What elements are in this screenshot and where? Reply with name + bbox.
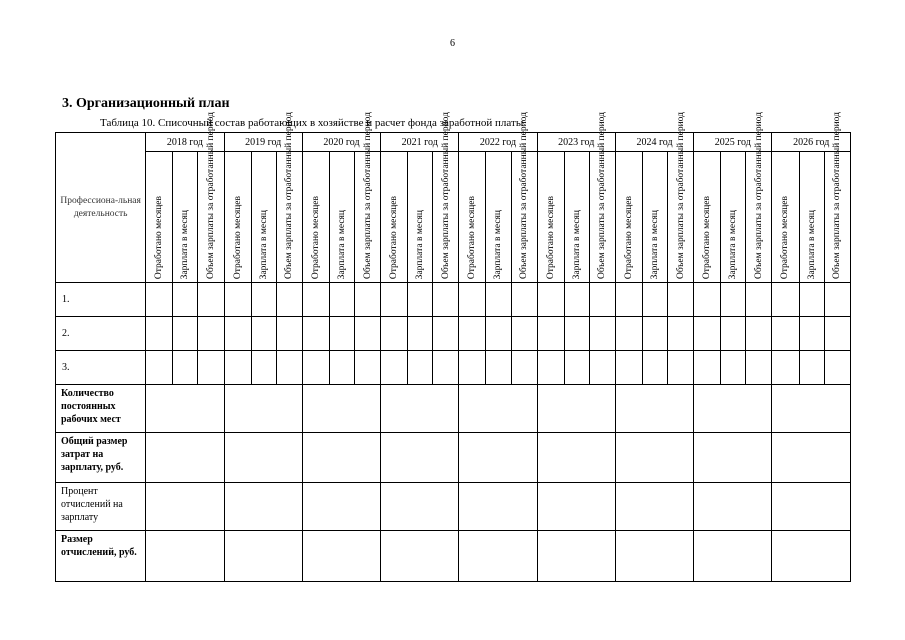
sub-header-label: Объем зарплаты за отработанный период [597,112,608,279]
data-cell[interactable] [251,317,276,351]
data-cell[interactable] [511,283,537,317]
sub-header-cell [302,152,329,283]
summary-cell[interactable] [459,385,537,433]
year-header: 2021 год [381,133,459,152]
sub-header-cell [668,112,694,283]
sub-header-cell [772,152,799,283]
data-cell[interactable] [381,283,408,317]
summary-cell[interactable] [459,531,537,582]
data-cell[interactable] [146,283,173,317]
summary-cell[interactable] [537,433,615,483]
summary-cell[interactable] [302,385,380,433]
sub-header-label: Отработано месяцев [310,195,321,279]
sub-header-label: Отработано месяцев [389,195,400,279]
data-cell[interactable] [302,317,329,351]
sub-header-cell [173,152,198,283]
sub-header-label: Зарплата в месяц [493,209,504,279]
row-number: 2. [56,317,146,351]
summary-cell[interactable] [302,483,380,531]
summary-cell[interactable] [381,531,459,582]
sub-header-label: Отработано месяцев [232,195,243,279]
year-header: 2020 год [302,133,380,152]
row-number: 3. [56,351,146,385]
data-cell[interactable] [302,283,329,317]
data-cell[interactable] [615,351,642,385]
data-cell[interactable] [721,351,746,385]
sub-header-cell [589,112,615,283]
summary-cell[interactable] [146,385,224,433]
sub-header-label: Объем зарплаты за отработанный период [206,112,216,279]
data-cell[interactable] [276,351,302,385]
sub-header-label: Зарплата в месяц [650,209,660,279]
sub-header-cell [354,112,380,283]
data-cell[interactable] [564,317,589,351]
sub-header-label: Зарплата в месяц [415,209,426,279]
data-cell[interactable] [799,283,824,317]
sub-header-cell [615,152,642,283]
data-cell[interactable] [564,351,589,385]
data-cell[interactable] [589,317,615,351]
sub-header-label: Отработано месяцев [545,195,556,279]
summary-cell[interactable] [224,433,302,483]
sub-header-label: Зарплата в месяц [336,209,347,279]
summary-cell[interactable] [772,433,851,483]
data-cell[interactable] [668,351,694,385]
data-cell[interactable] [824,351,850,385]
data-cell[interactable] [772,351,799,385]
summary-cell[interactable] [224,385,302,433]
sub-header-cell [564,152,589,283]
summary-cell[interactable] [694,531,772,582]
data-cell[interactable] [589,351,615,385]
sub-header-cell [486,152,511,283]
sub-header-label: Отработано месяцев [154,195,165,279]
year-header: 2019 год [224,133,302,152]
sub-header-cell [329,152,354,283]
sub-header-cell [721,152,746,283]
summary-row [56,531,851,582]
sub-header-cell [537,152,564,283]
summary-cell[interactable] [694,385,772,433]
sub-header-label: Зарплата в месяц [571,209,582,279]
sub-header-cell [799,152,824,283]
summary-cell[interactable] [146,483,224,531]
year-header: 2023 год [537,133,615,152]
sub-header-cell [408,152,433,283]
data-cell[interactable] [408,351,433,385]
table-caption: Таблица 10. Списочный состав работающих в хозяйстве и расчет фонда заработной платы [100,117,524,129]
data-cell[interactable] [799,317,824,351]
data-cell[interactable] [746,351,772,385]
summary-cell[interactable] [694,483,772,531]
sub-header-label: Объем зарплаты за отработанный период [440,112,451,279]
data-cell[interactable] [459,351,486,385]
data-cell[interactable] [146,317,173,351]
summary-row [56,483,851,531]
summary-cell[interactable] [224,531,302,582]
data-cell[interactable] [511,351,537,385]
summary-cell[interactable] [772,483,851,531]
summary-cell[interactable] [224,483,302,531]
sub-header-cell [459,152,486,283]
summary-cell[interactable] [772,531,851,582]
data-cell[interactable] [433,351,459,385]
year-header: 2025 год [694,133,772,152]
data-cell[interactable] [694,351,721,385]
data-cell[interactable] [173,351,198,385]
summary-cell[interactable] [459,433,537,483]
summary-cell[interactable] [772,385,851,433]
data-cell[interactable] [276,317,302,351]
year-header: 2026 год [772,133,851,152]
data-cell[interactable] [694,283,721,317]
summary-label: Количество постоянных рабочих мест [56,385,146,433]
data-cell[interactable] [329,351,354,385]
data-cell[interactable] [251,351,276,385]
data-cell[interactable] [642,317,667,351]
data-cell[interactable] [173,317,198,351]
sub-header-cell [433,112,459,283]
sub-header-cell [746,112,772,283]
data-cell[interactable] [354,317,380,351]
summary-cell[interactable] [381,385,459,433]
data-cell[interactable] [251,283,276,317]
sub-header-cell [642,152,667,283]
summary-cell[interactable] [381,433,459,483]
summary-label: Общий размер затрат на зарплату, руб. [56,433,146,483]
page-number: 6 [450,38,455,49]
data-cell[interactable] [772,283,799,317]
summary-label: Процент отчислений на зарплату [56,483,146,531]
data-cell[interactable] [615,317,642,351]
sub-header-label: Зарплата в месяц [258,209,269,279]
data-cell[interactable] [198,317,224,351]
data-cell[interactable] [721,317,746,351]
year-header: 2022 год [459,133,537,152]
data-cell[interactable] [224,317,251,351]
sub-header-label: Отработано месяцев [467,195,478,279]
sub-header-cell [224,152,251,283]
sub-header-cell [824,112,850,283]
sub-header-cell [694,152,721,283]
sub-header-cell [251,152,276,283]
summary-cell[interactable] [302,531,380,582]
data-cell[interactable] [642,351,667,385]
table-row [56,283,851,317]
data-cell[interactable] [302,351,329,385]
sub-header-label: Зарплата в месяц [180,209,191,279]
summary-cell[interactable] [146,433,224,483]
data-cell[interactable] [511,317,537,351]
data-cell[interactable] [589,283,615,317]
sub-header-cell [198,112,224,283]
summary-cell[interactable] [537,531,615,582]
data-cell[interactable] [668,317,694,351]
data-cell[interactable] [146,351,173,385]
summary-row [56,433,851,483]
data-cell[interactable] [486,317,511,351]
data-cell[interactable] [408,317,433,351]
data-cell[interactable] [459,317,486,351]
sub-header-label: Объем зарплаты за отработанный период [832,112,843,279]
summary-cell[interactable] [615,433,693,483]
sub-header-label: Объем зарплаты за отработанный период [284,112,295,279]
profession-header: Профессиона-льная деятельность [56,133,146,283]
sub-header-label: Отработано месяцев [780,195,791,279]
sub-header-label: Объем зарплаты за отработанный период [519,112,530,279]
data-cell[interactable] [173,283,198,317]
data-cell[interactable] [824,317,850,351]
summary-cell[interactable] [615,483,693,531]
summary-cell[interactable] [381,483,459,531]
data-cell[interactable] [486,283,511,317]
sub-header-label: Зарплата в месяц [728,209,739,279]
data-cell[interactable] [721,283,746,317]
data-cell[interactable] [615,283,642,317]
data-cell[interactable] [564,283,589,317]
summary-cell[interactable] [537,385,615,433]
data-cell[interactable] [198,351,224,385]
data-cell[interactable] [354,283,380,317]
data-cell[interactable] [537,317,564,351]
data-cell[interactable] [459,283,486,317]
sub-header-cell [511,112,537,283]
sub-header-label: Объем зарплаты за отработанный период [753,112,764,279]
data-cell[interactable] [354,351,380,385]
data-cell[interactable] [746,283,772,317]
data-cell[interactable] [329,317,354,351]
summary-cell[interactable] [537,483,615,531]
sub-header-label: Объем зарплаты за отработанный период [675,112,686,279]
summary-cell[interactable] [459,483,537,531]
sub-header-label: Объем зарплаты за отработанный период [362,112,373,279]
data-cell[interactable] [537,351,564,385]
data-cell[interactable] [537,283,564,317]
data-cell[interactable] [772,317,799,351]
data-cell[interactable] [224,351,251,385]
data-cell[interactable] [433,317,459,351]
year-header: 2018 год [146,133,224,152]
table-row [56,351,851,385]
data-cell[interactable] [408,283,433,317]
data-cell[interactable] [486,351,511,385]
data-cell[interactable] [799,351,824,385]
sub-header-label: Отработано месяцев [623,195,634,279]
data-cell[interactable] [642,283,667,317]
sub-header-cell [381,152,408,283]
data-cell[interactable] [276,283,302,317]
data-cell[interactable] [433,283,459,317]
summary-cell[interactable] [694,433,772,483]
data-cell[interactable] [329,283,354,317]
data-cell[interactable] [694,317,721,351]
year-header: 2024 год [615,133,693,152]
row-number: 1. [56,283,146,317]
data-cell[interactable] [824,283,850,317]
data-cell[interactable] [746,317,772,351]
summary-cell[interactable] [615,531,693,582]
data-cell[interactable] [668,283,694,317]
summary-cell[interactable] [146,531,224,582]
data-cell[interactable] [198,283,224,317]
sub-header-label: Зарплата в месяц [806,209,817,279]
summary-row [56,385,851,433]
data-cell[interactable] [224,283,251,317]
data-cell[interactable] [381,317,408,351]
summary-cell[interactable] [302,433,380,483]
sub-header-cell [146,152,173,283]
sub-header-label: Отработано месяцев [702,195,713,279]
data-cell[interactable] [381,351,408,385]
table-row [56,317,851,351]
section-title: 3. Организационный план [62,96,230,111]
summary-label: Размер отчислений, руб. [56,531,146,582]
sub-header-cell [276,112,302,283]
summary-cell[interactable] [615,385,693,433]
